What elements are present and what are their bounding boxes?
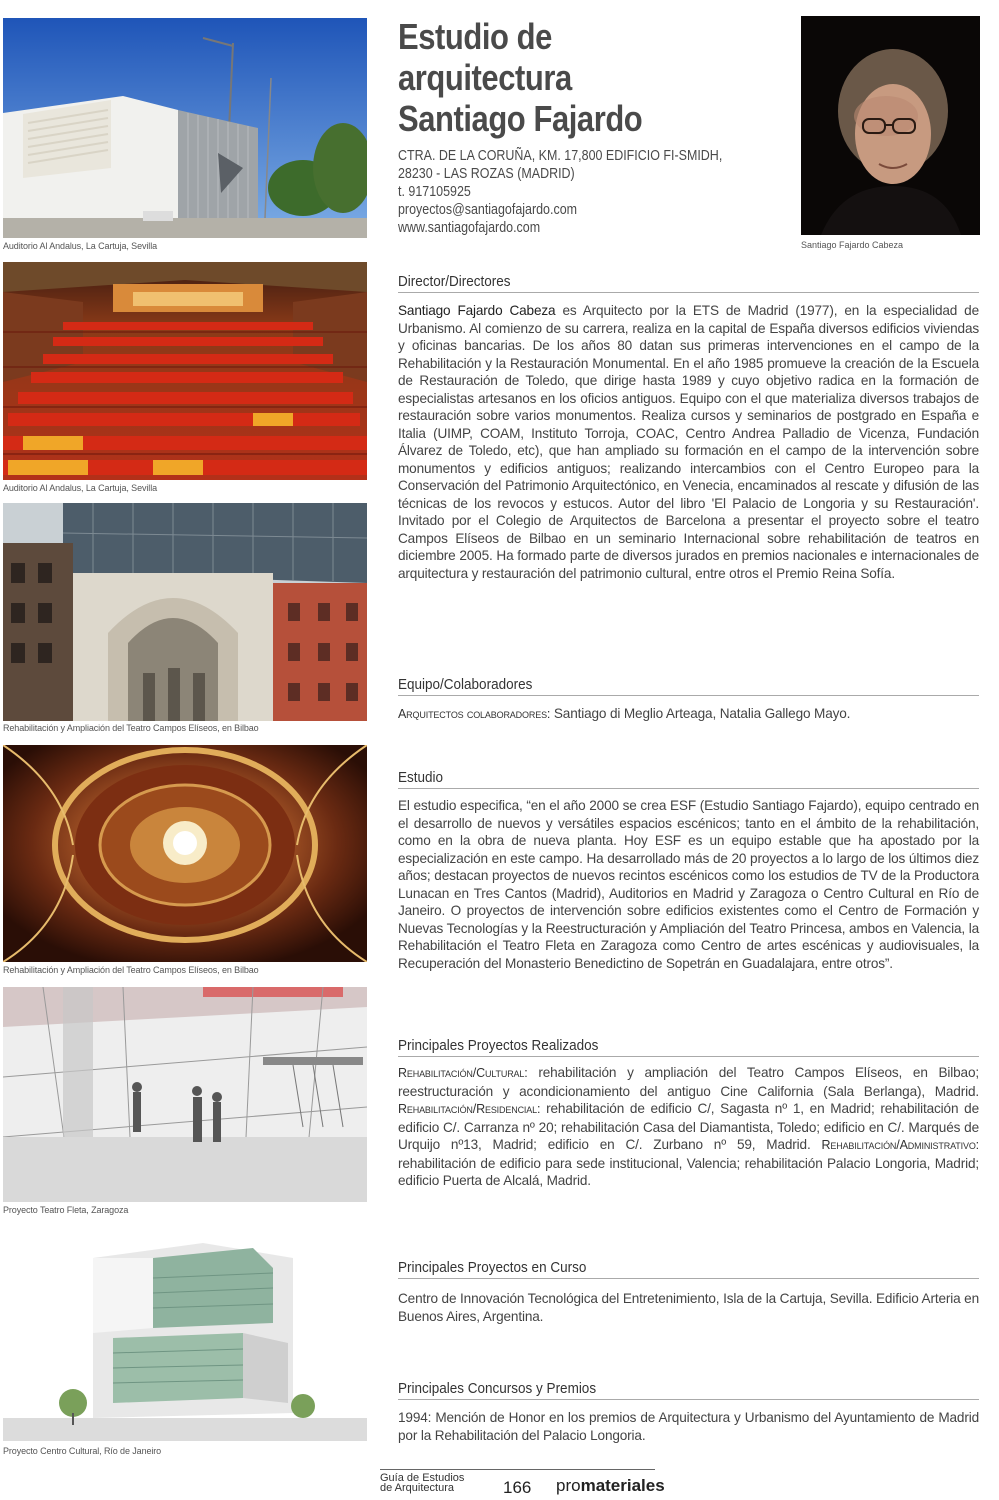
phone: t. 917105925 bbox=[398, 184, 471, 200]
title-line-2: Santiago Fajardo bbox=[398, 98, 643, 139]
photo-teatro-ceiling bbox=[3, 745, 367, 962]
section-title-premios: Principales Concursos y Premios bbox=[398, 1380, 979, 1400]
director-name: Santiago Fajardo Cabeza bbox=[398, 303, 556, 318]
category-label: Rehabilitación/Residencial: bbox=[398, 1102, 541, 1116]
address-line-2: 28230 - LAS ROZAS (MADRID) bbox=[398, 166, 575, 182]
section-body-estudio: El estudio especifica, “en el año 2000 se crea ESF (Estudio Santiago Fajardo), equipo centrado en el desarrollo de nuevos y versátiles espacios escénicos; tanto en el ámbito de la rehabilitación, como en la obra de nueva planta. Hoy ESF es un equipo estable que ha apostado por la especialización en este campo. Ha desarrollado más de 20 proyectos a lo largo de los últimos diez años; destacan proyectos de nuevos recintos escénicos como los estudios de TV de la Productora Lunacan en Tres Cantos (Madrid), Auditorios en Madrid y Zaragoza o Centro Cultural en Río de Janeiro. O proyectos de intervención sobre edificios existentes como el Centro de Formación y Nuevas Tecnologías y la Reestructuración y Ampliación del Teatro Princesa, ambos en Valencia, la Rehabilitación el Teatro Fleta en Zaragoza como Centro de artes escénicas y audiovisuales, la Recuperación del Monasterio Benedictino de Sopetrán en Guadalajara, entre otros”. bbox=[398, 798, 979, 971]
portrait-caption: Santiago Fajardo Cabeza bbox=[801, 240, 904, 250]
page-title bbox=[398, 16, 733, 139]
photo-caption: Rehabilitación y Ampliación del Teatro Campos Elíseos, en Bilbao bbox=[3, 965, 259, 975]
photo-caption: Auditorio Al Andalus, La Cartuja, Sevilla bbox=[3, 483, 157, 493]
website-link[interactable]: www.santiagofajardo.com bbox=[398, 220, 541, 236]
section-title-curso: Principales Proyectos en Curso bbox=[398, 1259, 979, 1279]
photo-caption: Rehabilitación y Ampliación del Teatro Campos Elíseos, en Bilbao bbox=[3, 723, 259, 733]
photo-auditorio-interior bbox=[3, 262, 367, 480]
section-body-realizados: Rehabilitación/Cultural: rehabilitación y ampliación del Teatro Campos Elíseos, en Bilbao; reestructuración y acondicionamiento del antiguo Cine California (Sala Berlanga), Madrid. Rehabilitación/Residencial: rehabilitación de edificio C/, Sagasta nº 1, en Madrid; rehabilitación de edificio C/. Carranza nº 20; rehabilitación Casa del Diamantista, Toledo; edificio en C/. Marqués de Urquijo nº13, Madrid; edificio en C/. Zurbano nº 59, Madrid. Rehabilitación/Administrativo: rehabilitación de edificio para sede institucional, Valencia; rehabilitación Palacio Longoria, Madrid; edificio Puerta de Alcalá, Madrid. bbox=[398, 1065, 979, 1188]
equipo-names: Santiago di Meglio Arteaga, Natalia Gallego Mayo. bbox=[550, 706, 851, 721]
portrait-photo bbox=[801, 16, 980, 235]
photo-caption: Auditorio Al Andalus, La Cartuja, Sevilla bbox=[3, 241, 157, 251]
section-body-director bbox=[398, 302, 979, 582]
page-number: 166 bbox=[503, 1478, 532, 1497]
photo-teatro-campos-eliseos bbox=[3, 503, 367, 721]
email-link[interactable]: proyectos@santiagofajardo.com bbox=[398, 202, 578, 218]
section-title-director: Director/Directores bbox=[398, 273, 979, 293]
photo-caption: Proyecto Teatro Fleta, Zaragoza bbox=[3, 1205, 129, 1215]
photo-centro-cultural bbox=[3, 1228, 367, 1441]
title-line-1: Estudio de arquitectura bbox=[398, 16, 572, 98]
address-line-1: CTRA. DE LA CORUÑA, KM. 17,800 EDIFICIO FI-SMIDH, bbox=[398, 148, 723, 164]
contact-block bbox=[398, 147, 722, 237]
footer-brand: promateriales bbox=[556, 1476, 665, 1495]
section-title-estudio: Estudio bbox=[398, 769, 979, 789]
section-body-equipo bbox=[398, 705, 979, 724]
footer-guide: Guía de Estudios de Arquitectura bbox=[380, 1472, 465, 1494]
section-body-curso: Centro de Innovación Tecnológica del Entretenimiento, Isla de la Cartuja, Sevilla. Edificio Arteria en Buenos Aires, Argentina. bbox=[398, 1291, 979, 1324]
category-label: Rehabilitación/Cultural: bbox=[398, 1066, 528, 1080]
director-bio: es Arquitecto por la ETS de Madrid (1977), en la especialidad de Urbanismo. Al comienzo de su carrera, realiza en la capital de España diversos edificios viviendas y oficinas bancarias. De los años 80 datan sus primeras intervenciones en el campo de la Rehabilitación y la Restauración Monumental. En el año 1985 promueve la creación de la Escuela de Restauración de Toledo, que dirige hasta 1989 y cuyo objetivo radica en la formación de especialistas artesanos en los oficios antiguos. Equipo con el que materializa diversos trabajos de restauración sobre varios monumentos. Realiza cursos y seminarios de postgrado en España e Italia (UIMP, COAM, Instituto Torroja, COAC, Centro Andrea Palladio de Vicenza, Fundación Álvarez de Toledo, etc), que han ampliado su formación en el campo de la intervención sobre monumentos y edificios antiguos; realizando intercambios con el Centro Europeo para la Conservación del Patrimonio Arquitectónico, en Venecia, encaminados al rescate y difusión de las técnicas de los revocos y estucos. Autor del libro 'El Palacio de Longoria y su Restauración'. Invitado por el Colegio de Arquitectos de Barcelona a presentar el proyecto sobre el teatro Campos Elíseos de Bilbao en un seminario Internacional sobre rehabilitación de teatros en diciembre 2005. Ha formado parte de diversos jurados en premios nacionales e internacionales de arquitectura y restauración del patrimonio cultural, entre otros el Premio Reina Sofía. bbox=[398, 303, 979, 581]
photo-teatro-fleta bbox=[3, 987, 367, 1202]
section-title-realizados: Principales Proyectos Realizados bbox=[398, 1037, 979, 1057]
photo-caption: Proyecto Centro Cultural, Río de Janeiro bbox=[3, 1446, 162, 1456]
section-title-equipo: Equipo/Colaboradores bbox=[398, 676, 979, 696]
equipo-label: Arquitectos colaboradores: bbox=[398, 707, 551, 721]
category-label: Rehabilitación/Administrativo: bbox=[821, 1138, 979, 1152]
photo-auditorio-exterior bbox=[3, 18, 367, 238]
footer-rule bbox=[380, 1469, 655, 1470]
section-body-premios: 1994: Mención de Honor en los premios de Arquitectura y Urbanismo del Ayuntamiento de Madrid por la Rehabilitación del Palacio Longoria. bbox=[398, 1410, 979, 1443]
